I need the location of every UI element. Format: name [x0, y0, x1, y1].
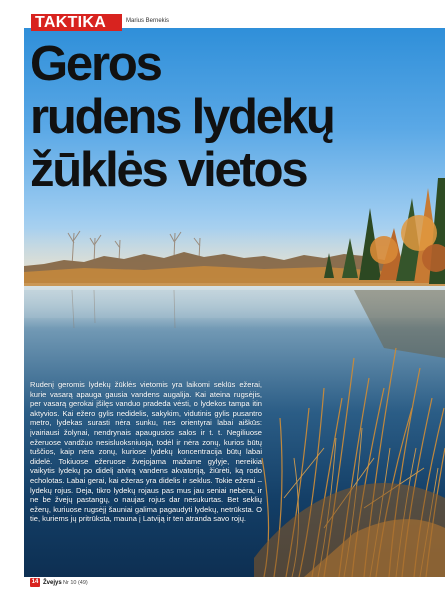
magazine-name: Žvejys	[43, 580, 62, 586]
headline-line-2: rudens lydekų	[30, 90, 334, 144]
section-tag: TAKTIKA	[35, 14, 107, 31]
article-body: Rudenį geromis lydekų žūklės vietomis yra laikomi seklūs ežerai, kurie vasarą apauga gausia vandens augalija. Kai ateina rugsėjis, per vasarą gerokai įšilęs vanduo pradeda vėsti, o lydekos tampa itin aktyvios. Kai ežero gylis nedidelis, sakykim, vidutinis gylis pusantro metro, lydekas surasti nėra sunku, nes orientyrai labai aiškūs: įvairiausi žolynai, nendrynais apaugusios salos ir t. t. Negiliuose ežeruose vandžuo nesisluoksniuoja, todėl ir nėra zonų, kurios būtų tuščios, kaip nėra zonų, kuriose lydekų koncentracija būtų labai didelė. Tokiuose ežeruose žvejojama mažame gylyje, nereikia vaikytis lydekų po didelį atvirą vandens akvatoriją, žiūrėti, ką rodo echolotas. Labai gerai, kai ežeras yra didelis ir seklus. Tokie ežerai – lydekų rojus. Deja, tikro lydekų rojaus pas mus jau seniai nebėra, ir ne be žvejų pastangų, o naujas rojus dar nesukurtas. Bet seklių ežerų, kuriuose rugsėjį šauniai galima pagaudyti lydekų, netrūksta. O tie, kuriems jų pritrūksta, mauna į Latviją ir ten atranda savo rojų.	[30, 380, 262, 524]
author-name: Marius Bernekis	[126, 18, 170, 24]
headline-line-3: žūklės vietos	[30, 143, 307, 197]
page-number: 14	[31, 579, 39, 585]
magazine-issue: Nr 10 (49)	[63, 580, 88, 586]
headline-line-1: Geros	[30, 37, 161, 91]
article-headline	[30, 38, 440, 197]
